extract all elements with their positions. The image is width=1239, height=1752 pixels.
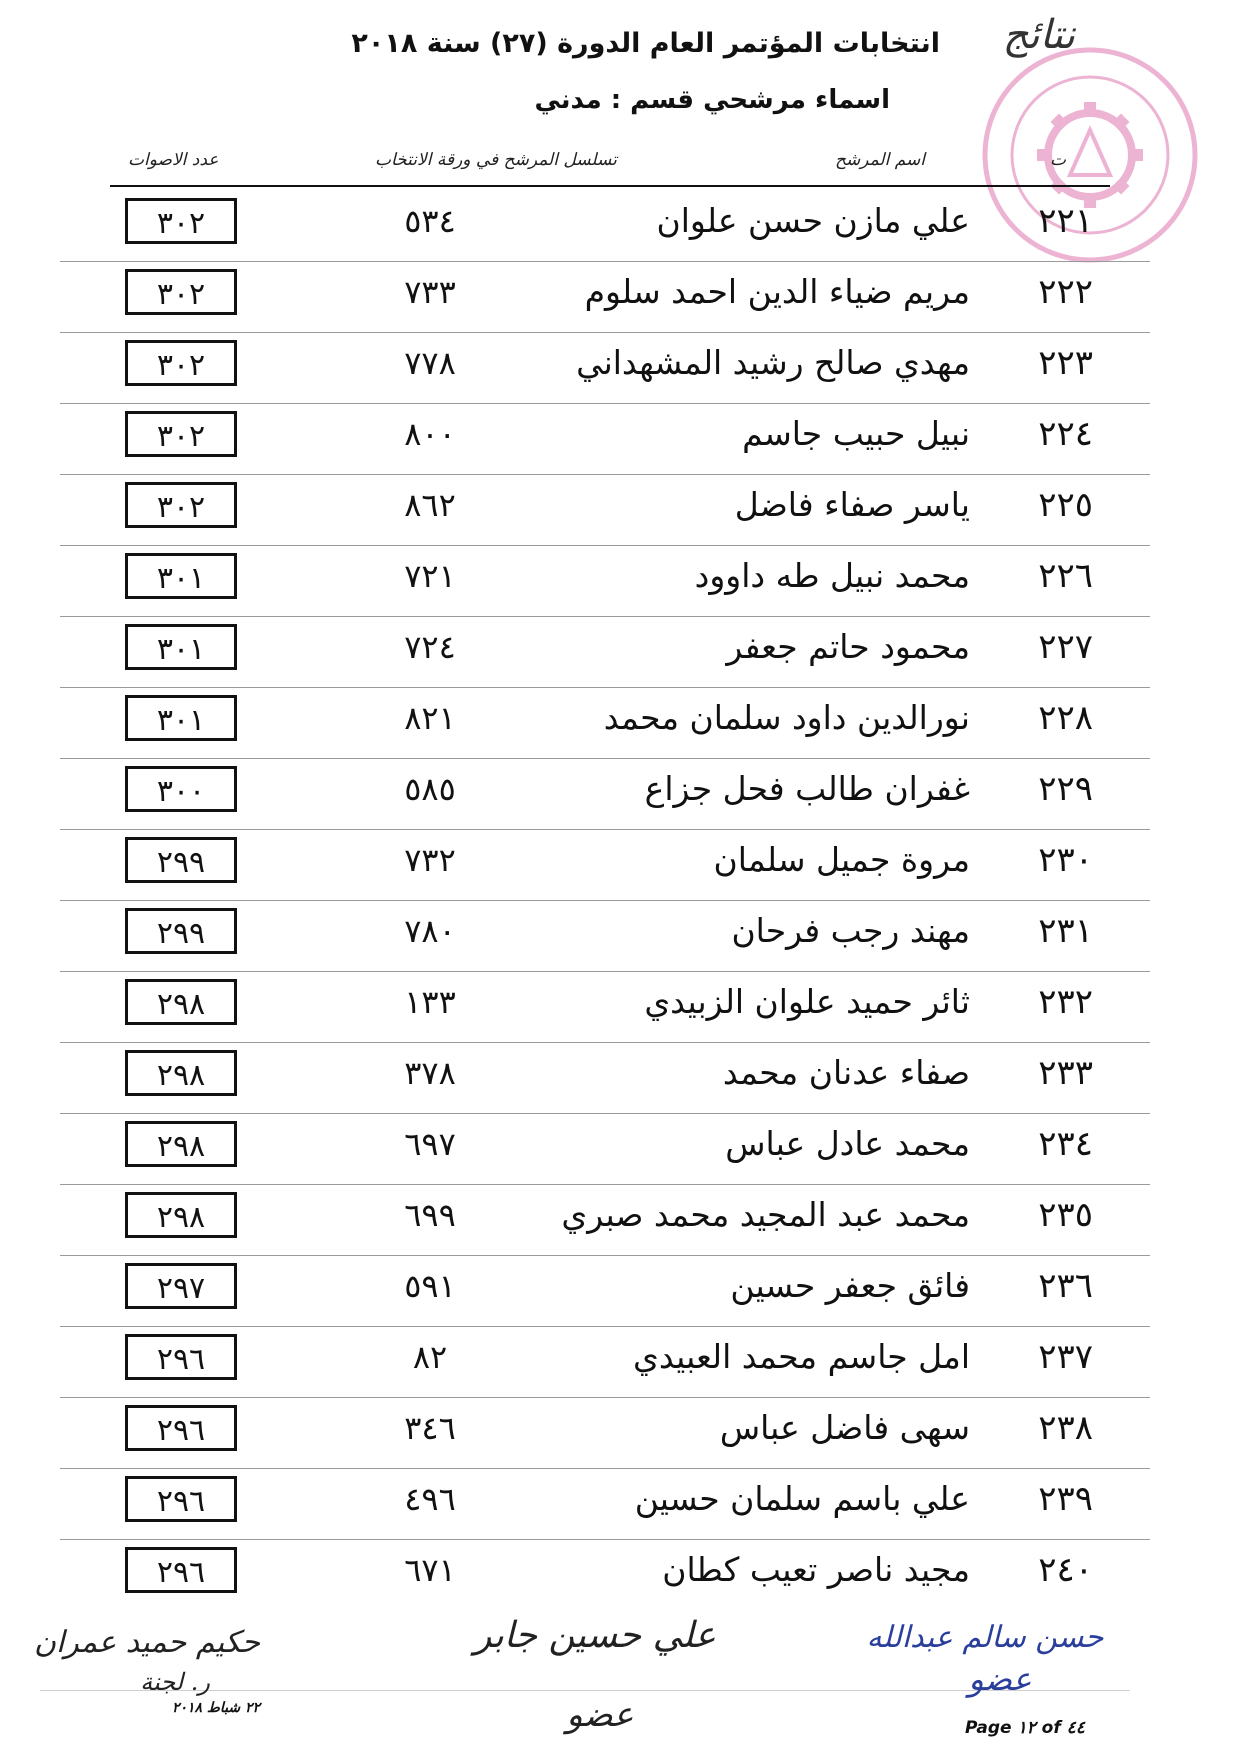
table-row — [0, 687, 1239, 758]
vote-count: ٢٩٦ — [125, 1405, 237, 1451]
vote-count: ٢٩٧ — [125, 1263, 237, 1309]
candidate-name: محمود حاتم جعفر — [726, 627, 970, 666]
row-index: ٢٣٠ — [1038, 840, 1093, 880]
row-index: ٢٣٣ — [1038, 1053, 1093, 1093]
table-row — [0, 190, 1239, 261]
ballot-serial: ٧٢١ — [404, 557, 456, 595]
column-header-votes: عدد الاصوات — [128, 150, 219, 170]
vote-count: ٢٩٨ — [125, 979, 237, 1025]
ballot-serial: ١٣٣ — [404, 983, 456, 1021]
row-index: ٢٢٥ — [1038, 485, 1093, 525]
ballot-serial: ٣٤٦ — [404, 1409, 456, 1447]
candidate-name: غفران طالب فحل جزاع — [644, 769, 970, 808]
candidate-name: مهدي صالح رشيد المشهداني — [576, 343, 970, 382]
middle-signature-name: علي حسين جابر — [473, 1615, 717, 1656]
vote-count: ٣٠١ — [125, 553, 237, 599]
row-divider — [60, 1042, 1150, 1043]
left-signature-name: حكيم حميد عمران — [33, 1625, 260, 1660]
row-index: ٢٢٨ — [1038, 698, 1093, 738]
row-divider — [60, 1397, 1150, 1398]
page-subtitle: اسماء مرشحي قسم : مدني — [534, 85, 890, 115]
row-index: ٢٣١ — [1038, 911, 1093, 951]
header-divider — [110, 185, 1110, 187]
candidate-name: سهى فاضل عباس — [719, 1408, 970, 1447]
row-index: ٢٢١ — [1038, 201, 1093, 241]
row-index: ٢٣٨ — [1038, 1408, 1093, 1448]
table-row — [0, 829, 1239, 900]
ballot-serial: ٨٠٠ — [404, 415, 456, 453]
row-divider — [60, 261, 1150, 262]
candidate-name: فائق جعفر حسين — [730, 1266, 970, 1305]
ballot-serial: ٧٣٢ — [404, 841, 456, 879]
candidate-name: محمد نبيل طه داوود — [694, 556, 970, 595]
vote-count: ٢٩٩ — [125, 908, 237, 954]
page-title: انتخابات المؤتمر العام الدورة (٢٧) سنة ٢٠١٨ — [351, 28, 940, 59]
ballot-serial: ٤٩٦ — [404, 1480, 456, 1518]
vote-count: ٣٠٢ — [125, 198, 237, 244]
vote-count: ٢٩٨ — [125, 1050, 237, 1096]
right-signature-role: عضو — [968, 1660, 1032, 1698]
table-row — [0, 1326, 1239, 1397]
vote-count: ٢٩٨ — [125, 1121, 237, 1167]
row-index: ٢٢٢ — [1038, 272, 1093, 312]
candidate-name: مريم ضياء الدين احمد سلوم — [584, 272, 970, 311]
candidate-name: ثائر حميد علوان الزبيدي — [644, 982, 970, 1021]
row-index: ٢٣٤ — [1038, 1124, 1093, 1164]
candidate-name: مجيد ناصر تعيب كطان — [662, 1550, 970, 1589]
row-index: ٢٤٠ — [1038, 1550, 1093, 1590]
row-divider — [60, 403, 1150, 404]
row-divider — [60, 474, 1150, 475]
ballot-serial: ٦٩٧ — [404, 1125, 456, 1163]
table-row — [0, 900, 1239, 971]
row-divider — [60, 545, 1150, 546]
ballot-serial: ٧٧٨ — [404, 344, 456, 382]
candidate-name: امل جاسم محمد العبيدي — [633, 1337, 970, 1376]
column-header-name: اسم المرشح — [835, 150, 926, 170]
vote-count: ٣٠١ — [125, 695, 237, 741]
handwritten-prefix: نتائج — [1002, 12, 1075, 58]
candidate-name: علي مازن حسن علوان — [656, 201, 970, 240]
candidate-name: نبيل حبيب جاسم — [742, 414, 970, 453]
table-row — [0, 545, 1239, 616]
ballot-serial: ٥٣٤ — [404, 202, 456, 240]
row-divider — [60, 616, 1150, 617]
table-row — [0, 1539, 1239, 1610]
candidate-name: صفاء عدنان محمد — [722, 1053, 970, 1092]
right-signature-name: حسن سالم عبدالله — [866, 1620, 1104, 1655]
candidate-name: علي باسم سلمان حسين — [634, 1479, 970, 1518]
vote-count: ٢٩٦ — [125, 1476, 237, 1522]
ballot-serial: ٦٩٩ — [404, 1196, 456, 1234]
ballot-serial: ٨٢ — [412, 1338, 448, 1376]
vote-count: ٣٠٠ — [125, 766, 237, 812]
middle-signature-role: عضو — [566, 1695, 634, 1735]
row-index: ٢٢٤ — [1038, 414, 1093, 454]
table-row — [0, 758, 1239, 829]
row-divider — [60, 1539, 1150, 1540]
ballot-serial: ٨٦٢ — [404, 486, 456, 524]
candidate-name: مهند رجب فرحان — [731, 911, 970, 950]
candidate-name: نورالدين داود سلمان محمد — [603, 698, 970, 737]
ballot-serial: ٥٩١ — [404, 1267, 456, 1305]
row-divider — [60, 829, 1150, 830]
table-row — [0, 1113, 1239, 1184]
vote-count: ٢٩٦ — [125, 1547, 237, 1593]
row-divider — [60, 1468, 1150, 1469]
table-row — [0, 971, 1239, 1042]
table-row — [0, 403, 1239, 474]
table-row — [0, 1042, 1239, 1113]
table-row — [0, 1468, 1239, 1539]
left-signature-role: ر. لجنة — [140, 1668, 210, 1696]
page-number: Page ١٢ of ٤٤ — [965, 1718, 1085, 1738]
row-divider — [60, 687, 1150, 688]
ballot-serial: ٧٨٠ — [404, 912, 456, 950]
row-index: ٢٣٢ — [1038, 982, 1093, 1022]
row-index: ٢٣٧ — [1038, 1337, 1093, 1377]
row-divider — [60, 1113, 1150, 1114]
vote-count: ٣٠١ — [125, 624, 237, 670]
row-divider — [60, 900, 1150, 901]
row-index: ٢٣٥ — [1038, 1195, 1093, 1235]
vote-count: ٣٠٢ — [125, 411, 237, 457]
row-index: ٢٢٧ — [1038, 627, 1093, 667]
candidate-name: مروة جميل سلمان — [713, 840, 970, 879]
ballot-serial: ٨٢١ — [404, 699, 456, 737]
ballot-serial: ٦٧١ — [404, 1551, 456, 1589]
row-divider — [60, 1184, 1150, 1185]
ballot-serial: ٧٢٤ — [404, 628, 456, 666]
row-divider — [60, 1255, 1150, 1256]
candidate-name: ياسر صفاء فاضل — [734, 485, 970, 524]
ballot-serial: ٥٨٥ — [404, 770, 456, 808]
row-index: ٢٢٣ — [1038, 343, 1093, 383]
candidate-name: محمد عبد المجيد محمد صبري — [561, 1195, 970, 1234]
table-row — [0, 332, 1239, 403]
vote-count: ٣٠٢ — [125, 482, 237, 528]
column-header-index: ت — [1050, 150, 1067, 170]
row-index: ٢٢٦ — [1038, 556, 1093, 596]
ballot-serial: ٣٧٨ — [404, 1054, 456, 1092]
vote-count: ٢٩٦ — [125, 1334, 237, 1380]
candidate-name: محمد عادل عباس — [725, 1124, 970, 1163]
row-divider — [60, 1326, 1150, 1327]
row-divider — [60, 971, 1150, 972]
row-index: ٢٣٦ — [1038, 1266, 1093, 1306]
table-row — [0, 261, 1239, 332]
vote-count: ٣٠٢ — [125, 340, 237, 386]
row-divider — [60, 332, 1150, 333]
table-row — [0, 1255, 1239, 1326]
table-row — [0, 616, 1239, 687]
table-row — [0, 1184, 1239, 1255]
row-divider — [60, 758, 1150, 759]
row-index: ٢٢٩ — [1038, 769, 1093, 809]
column-header-serial: تسلسل المرشح في ورقة الانتخاب — [375, 150, 617, 170]
document-date: ٢٢ شباط ٢٠١٨ — [171, 1700, 260, 1716]
vote-count: ٢٩٨ — [125, 1192, 237, 1238]
ballot-serial: ٧٣٣ — [404, 273, 456, 311]
row-index: ٢٣٩ — [1038, 1479, 1093, 1519]
vote-count: ٣٠٢ — [125, 269, 237, 315]
table-row — [0, 1397, 1239, 1468]
table-row — [0, 474, 1239, 545]
vote-count: ٢٩٩ — [125, 837, 237, 883]
